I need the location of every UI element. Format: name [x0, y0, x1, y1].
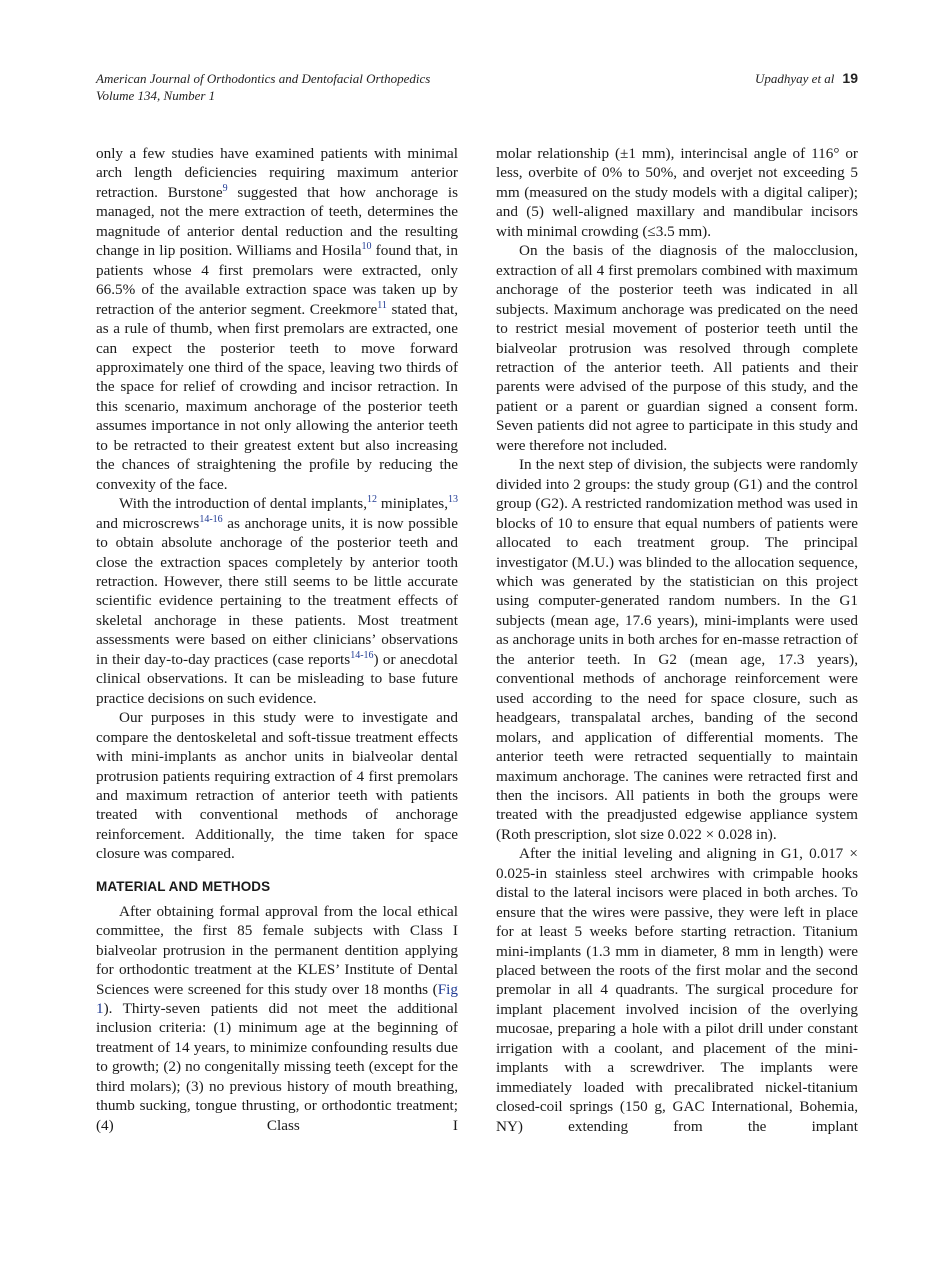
- body-text: and microscrews: [96, 514, 200, 532]
- running-header-right: [755, 70, 858, 87]
- figure-link[interactable]: Fig 1: [96, 980, 458, 1018]
- journal-title: American Journal of Orthodontics and Dentofacial Orthopedics: [96, 71, 431, 86]
- body-paragraph: [496, 144, 858, 241]
- body-text: found that, in patients whose 4 first premolars were extracted, only 66.5% of the available extraction space was taken up by retraction of the anterior segment. Creekmore: [96, 242, 458, 318]
- body-paragraph: [96, 708, 458, 864]
- body-text: On the basis of the diagnosis of the malocclusion, extraction of all 4 first premolars combined with maximum anchorage of the posterior teeth was indicated in all subjects. Maximum anchorage was predicated on the need to restrict mesial movement of posterior teeth until the bialveolar protrusion was resolved through complete retraction of the anterior teeth. All patients and their parents were advised of the purpose of this study, and the patient or a parent or guardian signed a consent form. Seven patients did not agree to participate in this study and were therefore not included.: [496, 242, 858, 454]
- section-heading: MATERIAL AND METHODS: [96, 878, 271, 894]
- reference-link[interactable]: 10: [361, 241, 372, 253]
- reference-link[interactable]: 9: [222, 182, 228, 194]
- page-number: 19: [842, 70, 858, 86]
- running-header-left: [96, 70, 430, 104]
- body-text: In the next step of division, the subjects were randomly divided into 2 groups: the study group (G1) and the control group (G2). A restricted randomization method was used in blocks of 10 to ensure that equal numbers of patients were allocated to each treatment group. The principal investigator (M.U.) was blinded to the allocation sequence, which was generated by the statistician on this project using computer-generated random numbers. In the G1 subjects (mean age, 17.6 years), mini-implants were used as anchorage units in both arches for en-masse retraction of the anterior teeth. In G2 (mean age, 17.3 years), conventional methods of anchorage reinforcement were used according to the need for space closure, such as headgears, transpalatal arches, banding of the second molars, and application of differential moments. The anterior teeth were retracted sequentially to maintain maximum anchorage. The canines were retracted first and then the incisors. All patients in both the groups were treated with the preadjusted edgewise appliance system (Roth prescription, slot size 0.022 × 0.028 in).: [496, 456, 858, 843]
- reference-link[interactable]: 12: [367, 494, 378, 506]
- body-paragraph: [96, 494, 458, 708]
- body-paragraph: [96, 902, 458, 1135]
- body-text: stated that, as a rule of thumb, when first premolars are extracted, one can expect the posterior teeth to move forward approximately one third of the space, leaving two thirds of the space for relief of crowding and incisor retraction. In this scenario, maximum anchorage of the posterior teeth assumes importance in not only allowing the anterior teeth to be retracted to their greatest extent but also increasing the chances of straightening the profile by reducing the convexity of the face.: [96, 300, 458, 493]
- author-names: Upadhyay et al: [755, 71, 835, 86]
- reference-link[interactable]: 11: [377, 299, 387, 311]
- body-text: molar relationship (±1 mm), interincisal angle of 116° or less, overbite of 0% to 50%, and overjet not exceeding 5 mm (measured on the study models with a digital caliper); and (5) well-aligned maxillary and mandibular incisors with minimal crowding (≤3.5 mm).: [496, 145, 858, 240]
- body-text: only a few studies have examined patients with minimal arch length deficiencies requiring maximum anterior retraction. Burstone: [96, 145, 458, 201]
- body-text: miniplates,: [377, 495, 449, 513]
- reference-link[interactable]: 14-16: [199, 513, 223, 525]
- body-paragraph: [496, 241, 858, 455]
- right-column: [496, 144, 858, 1136]
- body-paragraph: [96, 144, 458, 494]
- body-paragraph: [496, 455, 858, 844]
- body-text: ) or anecdotal clinical observations. It can be misleading to base future practice decisions on such evidence.: [96, 650, 458, 707]
- body-text: After obtaining formal approval from the local ethical committee, the first 85 female subjects with Class I bialveolar protrusion in the permanent dentition applying for orthodontic treatment at the KLES’ Institute of Dental Sciences were screened for this study over 18 months (: [96, 902, 458, 998]
- body-text: Our purposes in this study were to investigate and compare the dentoskeletal and soft-tissue treatment effects with mini-implants as anchor units in bialveolar dental protrusion patients requiring extraction of 4 first premolars and maximum retraction of anterior teeth with patients treated with conventional methods of anchorage reinforcement. Additionally, the time taken for space closure was compared.: [96, 709, 458, 863]
- left-column: [96, 144, 458, 1135]
- reference-link[interactable]: 14-16: [350, 649, 374, 661]
- body-text: After the initial leveling and aligning in G1, 0.017 × 0.025-in stainless steel archwires with crimpable hooks distal to the lateral incisors were placed in both arches. To ensure that the wires were passive, they were left in place for at least 5 weeks before starting retraction. Titanium mini-implants (1.3 mm in diameter, 8 mm in length) were placed between the roots of the first molar and the second premolar in all 4 quadrants. The surgical procedure for implant placement involved incision of the overlying mucosae, preparing a hole with a pilot drill under constant irrigation with a coolant, and placement of the mini-implants with a screwdriver. The implants were immediately loaded with precalibrated nickel-titanium closed-coil springs (150 g, GAC International, Bohemia, NY) extending from the implant: [496, 845, 858, 1135]
- journal-volume: Volume 134, Number 1: [96, 88, 216, 103]
- reference-link[interactable]: 13: [448, 494, 459, 506]
- body-text: ). Thirty-seven patients did not meet the additional inclusion criteria: (1) minimum age at the beginning of treatment of 14 years, to minimize confounding results due to growth; (2) no congenitally missing teeth (except for the third molars); (3) no previous history of mouth breathing, thumb sucking, tongue thrusting, or orthodontic treatment; (4) Class I: [96, 1000, 458, 1134]
- body-text: as anchorage units, it is now possible to obtain absolute anchorage of the posterior teeth and close the extraction spaces completely by anterior tooth retraction. However, there still seems to be little accurate scientific evidence pertaining to the treatment effects of skeletal anchorage in these patients. Most treatment assessments were based on either clinicians’ observations in their day-to-day practices (case reports: [96, 514, 459, 668]
- body-text: With the introduction of dental implants,: [119, 495, 368, 513]
- body-paragraph: [496, 844, 858, 1136]
- body-text: suggested that how anchorage is managed, not the mere extraction of teeth, determines the magnitude of anterior dental reduction and the resulting change in lip position. Williams and Hosila: [96, 183, 458, 260]
